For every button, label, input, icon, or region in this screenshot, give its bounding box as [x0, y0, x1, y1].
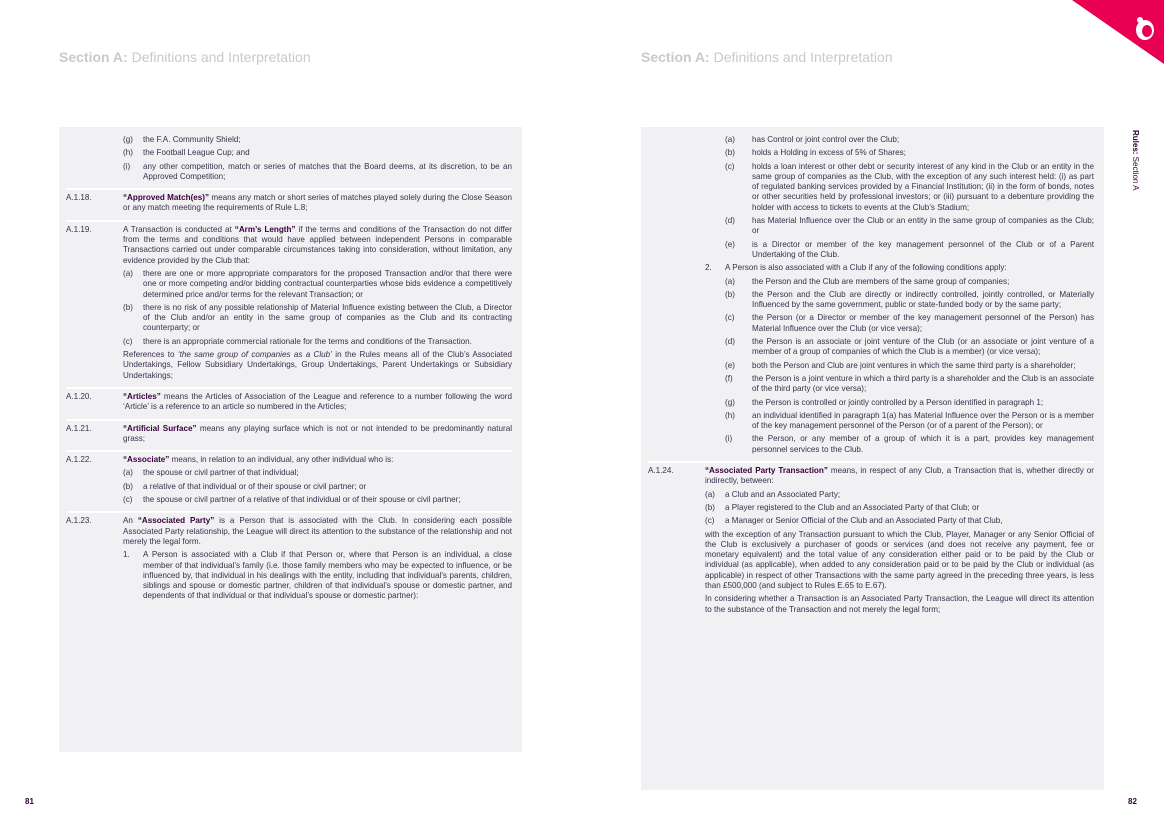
item-label: (e)	[725, 239, 735, 249]
list-item	[725, 135, 1094, 145]
text: A Person is also associated with a Club if any of the following conditions apply:	[725, 263, 1007, 273]
text: means, in respect of any Club, a Transaction that is, whether directly or indirectly, between:	[705, 466, 1094, 486]
text: holds a loan interest or other debt or security interest of any kind in the Club or an entity in the same group of companies as the Club, with the exception of any such interest held: (i) as part of regulated banking services provided by a Financial Institution; (ii) in the form of bonds, notes or other securities held by professional investors; or (iii) pursuant to a debenture providing the holder with access to tickets to events at the Club’s Stadium;	[752, 161, 1094, 212]
text: a Manager or Senior Official of the Club and an Associated Party of that Club,	[725, 516, 1003, 526]
side-section-label	[1129, 130, 1141, 210]
section-header-right	[641, 48, 893, 66]
text: is a Person that is associated with the Club. In considering each possible Associated Party relationship, the League will direct its attention to the substance of the relationship and not merely the legal form.	[123, 516, 512, 546]
text: “Associated Party Transaction”	[705, 466, 828, 476]
text: means any match or short series of matches played solely during the Close Season or any match meeting the requirements of Rule L.8;	[123, 193, 512, 213]
text: An	[123, 516, 138, 526]
paragraph: In considering whether a Transaction is an Associated Party Transaction, the League will direct its attention to the substance of the Transaction and not merely the legal form;	[705, 594, 1094, 614]
list-item	[123, 303, 512, 334]
item-label: (a)	[705, 489, 715, 499]
right-text-panel	[641, 127, 1104, 790]
item-label: (e)	[725, 360, 735, 370]
item-label: (c)	[123, 336, 133, 346]
list-item	[123, 495, 512, 505]
numbered-item	[123, 550, 512, 601]
item-label: (b)	[725, 148, 735, 158]
paragraph: with the exception of any Transaction pursuant to which the Club, Player, Manager or any Senior Official of the Club is exclusively a purchaser of goods or services (and does not receive any payment, fee or monetary equivalent) and the total value of any consideration either paid or to be paid by the Club or individual (as applicable), when added to any consideration paid or to be paid by the Club or individual (as applicable) in respect of other Transactions with the same party agreed in the preceding three years, is less than £500,000 (and subject to Rules E.65 to E.67).	[705, 529, 1094, 590]
rule-a123	[66, 511, 512, 607]
rule-a121	[66, 419, 512, 451]
list-item	[725, 361, 1094, 371]
page-number-right: 82	[1128, 797, 1137, 806]
rule-ref: A.1.23.	[66, 516, 92, 526]
text: a Player registered to the Club and an Associated Party of that Club; or	[725, 502, 980, 512]
list-item	[123, 468, 512, 478]
item-label: (c)	[705, 516, 715, 526]
rule-a119	[66, 220, 512, 387]
item-label: (h)	[123, 148, 133, 158]
item-label: (g)	[123, 135, 133, 144]
text: the Person is an associate or joint venture of the Club (or an associate or joint venture of a member of a group of companies of which the Club is a member) (or vice versa);	[752, 337, 1094, 357]
item-label: (a)	[725, 135, 735, 144]
text: holds a Holding in excess of 5% of Shares;	[752, 148, 906, 158]
item-label: (a)	[123, 468, 133, 478]
rule-a124	[648, 461, 1094, 621]
text: References to	[123, 350, 178, 360]
text: “Artificial Surface”	[123, 423, 197, 433]
item-label: 1.	[123, 550, 130, 560]
text: both the Person and Club are joint ventures in which the same third party is a shareholder;	[752, 360, 1076, 370]
text: in the Rules means all of the Club’s Associated Undertakings, Fellow Subsidiary Undertakings, Group Undertakings, Parent Undertakings or Subsidiary Undertakings;	[123, 350, 513, 380]
text: an individual identified in paragraph 1(a) has Material Influence over the Person or is a member of the key management personnel of the Person (or of a parent of the Person); or	[752, 410, 1094, 431]
text: A Person is associated with a Club if that Person or, where that Person is an individual, a close member of that individual’s family (i.e. those family members who may be expected to influence, or be influenced by, that individual in his dealings with the entity, including that individual’s parents, children, siblings and spouse or domestic partner, children of that individual’s spouse or domestic partner, and dependents of that individual or that individual’s spouse or domestic partner):	[143, 550, 512, 601]
text: has Material Influence over the Club or an entity in the same group of companies as the Club; or	[752, 216, 1094, 236]
list-item	[725, 162, 1094, 213]
rule-ref: A.1.21.	[66, 423, 92, 433]
rule-ref: A.1.22.	[66, 455, 92, 465]
text: the Person is a joint venture in which a third party is a shareholder and the Club is an associate of the third party (or vice versa);	[752, 373, 1094, 394]
text: Section A	[1131, 154, 1140, 191]
text: the Person (or a Director or member of the key management personnel of the Person) has Material Influence over the Club (or vice versa);	[752, 313, 1094, 333]
text: “Associated Party”	[137, 516, 215, 526]
list-item	[725, 398, 1094, 408]
text: ‘the same group of companies as a Club’	[177, 350, 332, 360]
item-label: 2.	[705, 263, 712, 273]
corner-brand-shape	[1044, 0, 1164, 70]
rule-ref: A.1.20.	[66, 391, 92, 401]
rule-a122	[66, 450, 512, 511]
text: Section A:	[641, 49, 710, 65]
list-item	[705, 490, 1094, 500]
text: the spouse or civil partner of that individual;	[143, 468, 299, 478]
numbered-item	[705, 263, 1094, 273]
text: the Person and the Club are members of the same group of companies;	[752, 276, 1010, 286]
text: is a Director or member of the key management personnel of the Club or of a Parent Undertaking of the Club.	[752, 239, 1094, 259]
text: Section A:	[59, 49, 128, 65]
item-label: (c)	[123, 495, 133, 505]
list-item	[725, 337, 1094, 358]
text: the Person, or any member of a group of which it is a part, provides key management personnel services to the Club.	[752, 434, 1094, 454]
list-item	[725, 277, 1094, 287]
text: Rules:	[1131, 130, 1140, 155]
text: there is no risk of any possible relationship of Material Influence existing between the Club, a Director of the Club and/or an entity in the same group of companies as the Club and its contracting counterparty; or	[143, 302, 512, 333]
item-label: (b)	[123, 481, 133, 491]
text: A Transaction is conducted at	[123, 224, 235, 234]
list-item	[725, 374, 1094, 395]
item-label: (c)	[725, 161, 735, 171]
text: “Articles”	[123, 391, 161, 401]
item-label: (f)	[725, 373, 733, 383]
rule-ref: A.1.19.	[66, 224, 92, 234]
text: the Person and the Club are directly or indirectly controlled, jointly controlled, or Materially Influenced by the same government, public or state-funded body or by the same party;	[752, 289, 1094, 310]
item-label: (i)	[725, 434, 733, 444]
text: a Club and an Associated Party;	[725, 489, 841, 499]
item-label: (d)	[725, 337, 735, 347]
item-label: (h)	[725, 410, 735, 420]
item-label: (a)	[725, 276, 735, 286]
text: has Control or joint control over the Club;	[752, 135, 900, 144]
text: there are one or more appropriate comparators for the proposed Transaction and/or that there were one or more competing and/or bidding contractual counterparties whose bids evidence a competitively determined price and/or terms for the relevant Transaction; or	[143, 268, 512, 299]
text: any other competition, match or series of matches that the Board deems, at its discretion, to be an Approved Competition;	[143, 161, 512, 181]
text: the Football League Cup; and	[143, 148, 250, 158]
item-label: (d)	[725, 216, 735, 226]
continued-list	[66, 132, 512, 188]
list-item	[725, 313, 1094, 334]
rule-ref: A.1.24.	[648, 466, 674, 476]
item-label: (b)	[725, 289, 735, 299]
item-label: (g)	[725, 397, 735, 407]
list-item	[705, 503, 1094, 513]
list-item	[725, 216, 1094, 237]
section-header-left	[59, 48, 311, 66]
item-label: (i)	[123, 161, 131, 171]
text: “Approved Match(es)”	[123, 193, 210, 203]
list-item	[123, 148, 512, 158]
text: “Associate”	[123, 455, 170, 465]
item-label: (b)	[705, 502, 715, 512]
list-item	[123, 162, 512, 183]
text: means, in relation to an individual, any other individual who is:	[169, 455, 394, 465]
item-label: (a)	[123, 268, 133, 278]
rule-ref: A.1.18.	[66, 193, 92, 203]
list-item	[725, 411, 1094, 432]
list-item	[725, 434, 1094, 455]
left-text-panel	[59, 127, 522, 752]
list-item	[123, 269, 512, 300]
list-item	[725, 240, 1094, 261]
text: there is an appropriate commercial rationale for the terms and conditions of the Transaction.	[143, 336, 472, 346]
text: “Arm’s Length”	[234, 224, 296, 234]
rule-a118	[66, 188, 512, 220]
list-item	[725, 290, 1094, 311]
list-item	[725, 148, 1094, 158]
text: means any playing surface which is not or not intended to be predominantly natural grass;	[123, 423, 512, 443]
list-item	[123, 135, 512, 145]
text: means the Articles of Association of the League and reference to a number following the word ‘Article’ is a reference to an article so numbered in the Articles;	[123, 391, 512, 412]
rule-a120	[66, 387, 512, 419]
item-label: (c)	[725, 313, 735, 323]
text: the spouse or civil partner of a relative of that individual or of their spouse or civil partner;	[143, 495, 461, 505]
list-item	[705, 516, 1094, 526]
list-item	[123, 482, 512, 492]
item-label: (b)	[123, 302, 133, 312]
page-number-left: 81	[25, 797, 34, 806]
text: a relative of that individual or of their spouse or civil partner; or	[143, 481, 367, 491]
continued-associated-party	[648, 132, 1094, 461]
text: if the terms and conditions of the Transaction do not differ from the terms and conditions that would have applied between independent Persons in comparable Transactions carried out under comparable circumstances taking into consideration, without limitation, any evidence provided by the Club that:	[123, 224, 512, 265]
text: Definitions and Interpretation	[709, 49, 893, 65]
text: Definitions and Interpretation	[127, 49, 311, 65]
text: the F.A. Community Shield;	[143, 135, 241, 144]
list-item	[123, 337, 512, 347]
text: the Person is controlled or jointly controlled by a Person identified in paragraph 1;	[752, 397, 1044, 407]
